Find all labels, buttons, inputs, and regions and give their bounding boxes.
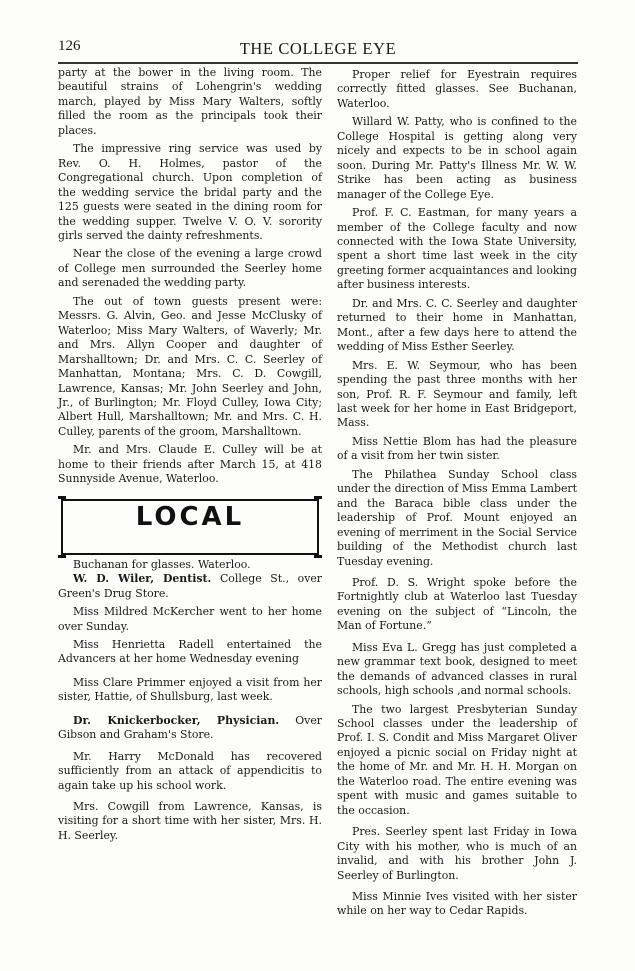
- local-item: Mrs. Cowgill from Lawrence, Kansas, is visiting for a short time with her sister, Mrs. H. H. Seerley.: [58, 800, 322, 842]
- news-item: Miss Minnie Ives visited with her sister while on her way to Cedar Rapids.: [337, 890, 577, 918]
- news-item: Proper relief for Eyestrain requires correctly fitted glasses. See Buchanan, Waterloo.: [337, 68, 577, 110]
- news-item: The two largest Presbyterian Sunday School classes under the leadership of Prof. I. S. Condit and Miss Margaret Oliver enjoyed a picnic social on Friday night at the home of Mr. and Mr. H. H. Morgan on the Waterloo road. The entire evening was spent with music and games suitable to the occasion.: [337, 702, 577, 817]
- advertiser-name: Dr. Knickerbocker, Physician.: [73, 713, 280, 727]
- news-item: Miss Eva L. Gregg has just completed a new grammar text book, designed to meet the demands of advanced classes in rural schools, high schools ,and normal schools.: [337, 640, 577, 698]
- news-item: Dr. and Mrs. C. C. Seerley and daughter returned to their home in Manhattan, Mont., after a few days here to attend the wedding of Miss Esther Seerley.: [337, 296, 577, 354]
- news-item: Pres. Seerley spent last Friday in Iowa City with his mother, who is much of an invalid, and with his brother John J. Seerley of Burlington.: [337, 825, 577, 882]
- publication-title: THE COLLEGE EYE: [239, 39, 397, 58]
- news-item: Willard W. Patty, who is confined to the College Hospital is getting along very nicely and expects to be in school again soon. During Mr. Patty's Illness Mr. W. W. Strike has been acting as business manager of the College Eye.: [337, 115, 577, 201]
- corner-ornament-icon: [313, 549, 323, 559]
- corner-ornament-icon: [57, 495, 67, 505]
- corner-ornament-icon: [313, 495, 323, 505]
- page-header: [58, 38, 578, 62]
- local-item: Buchanan for glasses. Waterloo.: [73, 557, 251, 571]
- wedding-paragraph: Near the close of the evening a large crowd of College men surrounded the Seerley home and serenaded the wedding party.: [58, 247, 322, 290]
- wedding-paragraph: The out of town guests present were: Messrs. G. Alvin, Geo. and Jesse McClusky of Waterloo; Miss Mary Walters, of Waverly; Mr. and Mrs. Allyn Cooper and daughter of Marshalltown; Dr. and Mrs. C. C. Seerley of Manhattan, Montana; Mrs. C. D. Cowgill, Lawrence, Kansas; Mr. John Seerley and John, Jr., of Burlington; Mr. Floyd Culley, Iowa City; Albert Hull, Marshalltown; Mr. and Mrs. C. H. Culley, parents of the groom, Marshalltown.: [58, 294, 322, 438]
- left-column: [58, 66, 322, 843]
- news-item: The Philathea Sunday School class under the direction of Miss Emma Lambert and the Baraca bible class under the leadership of Prof. Mount enjoyed an evening of merriment in the Social Service building of the Methodist church last Tuesday evening.: [337, 467, 577, 568]
- header-rule: [58, 62, 578, 64]
- local-section-banner: [61, 499, 319, 555]
- local-item: Miss Mildred McKercher went to her home over Sunday.: [58, 605, 322, 633]
- local-item: Dr. Knickerbocker, Physician. Over Gibson and Graham's Store.: [58, 713, 322, 742]
- corner-ornament-icon: [57, 549, 67, 559]
- wedding-paragraph: The impressive ring service was used by Rev. O. H. Holmes, pastor of the Congregational church. Upon completion of the wedding service the bridal party and the 125 guests were seated in the dining room for the wedding supper. Twelve V. O. V. sorority girls served the dainty refreshments.: [58, 142, 322, 242]
- news-item: Miss Nettie Blom has had the pleasure of a visit from her twin sister.: [337, 434, 577, 463]
- right-column: [337, 66, 577, 919]
- news-item: Prof. F. C. Eastman, for many years a member of the College faculty and now connected with the Iowa State University, spent a short time last week in the city greeting former acquaintances and looking after business interests.: [337, 206, 577, 292]
- local-item: Mr. Harry McDonald has recovered sufficiently from an attack of appendicitis to again take up his school work.: [58, 749, 322, 792]
- news-item: Prof. D. S. Wright spoke before the Fortnightly club at Waterloo last Tuesday evening on the subject of “Lincoln, the Man of Fortune.”: [337, 575, 577, 633]
- advertiser-name: W. D. Wiler, Dentist.: [73, 572, 212, 586]
- wedding-paragraph: Mr. and Mrs. Claude E. Culley will be at home to their friends after March 15, at 418 Sunnyside Avenue, Waterloo.: [58, 443, 322, 486]
- local-item: Miss Henrietta Radell entertained the Advancers at her home Wednesday evening: [58, 637, 322, 666]
- section-heading-local: LOCAL: [135, 501, 245, 532]
- page-number: 126: [58, 38, 81, 54]
- news-item: Mrs. E. W. Seymour, who has been spending the past three months with her son, Prof. R. F. Seymour and family, left last week for her home in East Bridgeport, Mass.: [337, 358, 577, 430]
- wedding-paragraph: party at the bower in the living room. The beautiful strains of Lohengrin's wedding march, played by Miss Mary Walters, softly filled the room as the principals took their places.: [58, 66, 322, 137]
- local-item: Miss Clare Primmer enjoyed a visit from her sister, Hattie, of Shullsburg, last week.: [58, 675, 322, 704]
- local-item: W. D. Wiler, Dentist. College St., over Green's Drug Store.: [58, 572, 322, 600]
